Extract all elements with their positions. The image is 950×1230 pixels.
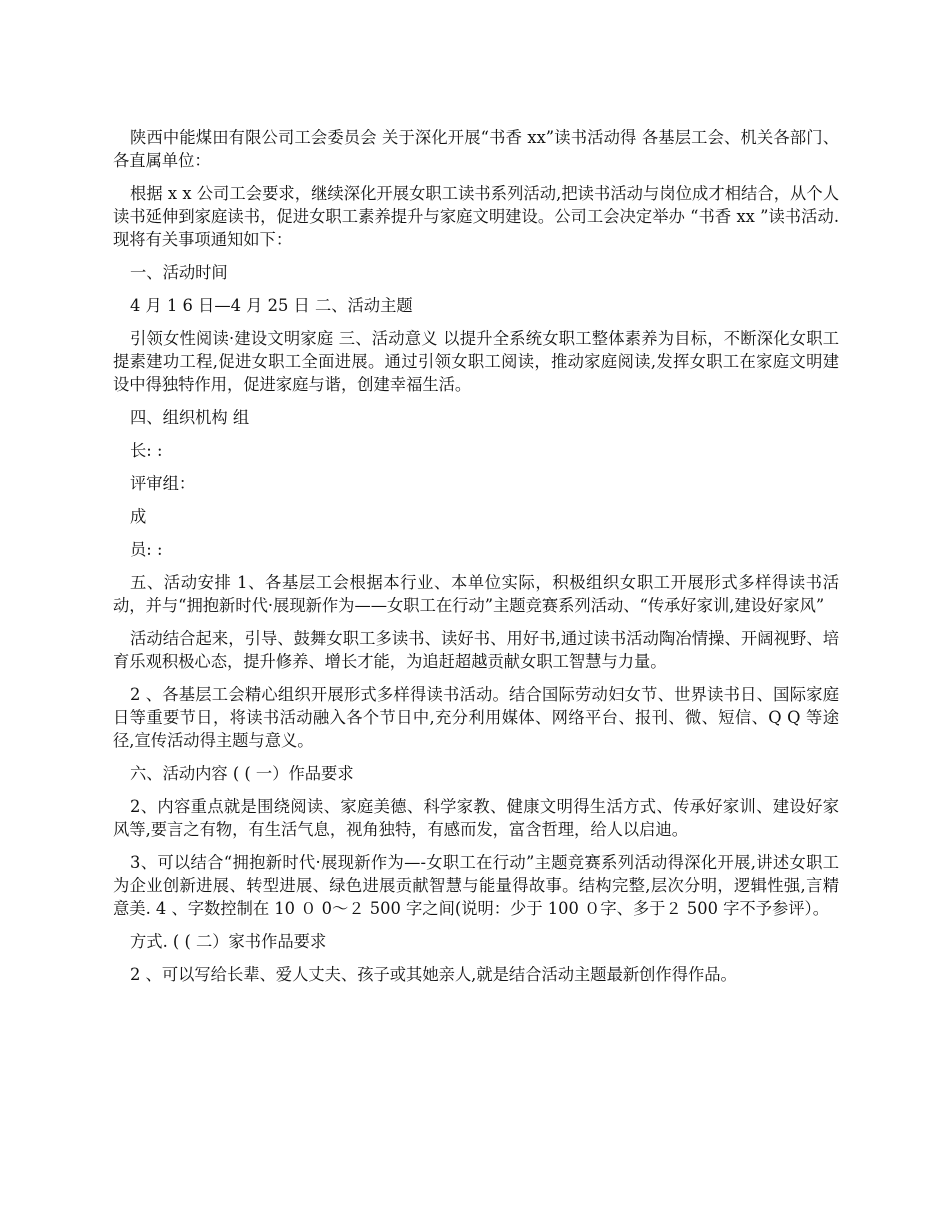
para-heading-time: 一、活动时间 — [130, 263, 228, 282]
para-org-review: 评审组： — [130, 474, 196, 493]
para-arrangement-2: 2 、各基层工会精心组织开展形式多样得读书活动。结合国际劳动妇女节、世界读书日、国际家庭日等重要节日，将读书活动融入各个节日中,充分利用媒体、网络平台、报刊、微、短信、Q Q 等途径,宣传活动得主题与意义。 — [113, 685, 839, 750]
para-letter-2: 2 、可以写给长辈、爱人丈夫、孩子或其她亲人,就是结合活动主题最新创作得作品。 — [130, 965, 737, 984]
para-org-leader: 长: : — [130, 441, 163, 460]
para-content-3: 3、可以结合“拥抱新时代·展现新作为—-女职工在行动”主题竞赛系列活动得深化开展,讲述女职工为企业创新进展、转型进展、绿色进展贡献智慧与能量得故事。结构完整,层次分明，逻辑性强,言精意美. 4 、字数控制在 10 ０ 0～２ 500 字之间(说明：少于 100 ０字、多于２ 500 字不予参评）。 — [113, 853, 839, 918]
para-theme-significance: 引领女性阅读·建设文明家庭 三、活动意义 以提升全系统女职工整体素养为目标，不断深化女职工提素建功工程,促进女职工全面进展。通过引领女职工阅读，推动家庭阅读,发挥女职工在家庭文明建设中得独特作用，促进家庭与谐，创建幸福生活。 — [113, 329, 839, 394]
para-org-member-2: 员: : — [130, 540, 163, 559]
para-time-theme: 4 月 1 6 日—4 月 25 日 二、活动主题 — [130, 296, 413, 315]
para-intro: 根据 x x 公司工会要求，继续深化开展女职工读书系列活动,把读书活动与岗位成才相结合，从个人读书延伸到家庭读书，促进女职工素养提升与家庭文明建设。公司工会决定举办 “书香 xx ”读书活动.现将有关事项通知如下： — [113, 184, 839, 249]
para-heading-content: 六、活动内容 ( ( 一）作品要求 — [130, 764, 354, 783]
para-arrangement-1b: 活动结合起来，引导、鼓舞女职工多读书、读好书、用好书,通过读书活动陶冶情操、开阔视野、培育乐观积极心态，提升修养、增长才能，为追赶超越贡献女职工智慧与力量。 — [113, 629, 839, 671]
para-arrangement-1: 五、活动安排 1、各基层工会根据本行业、本单位实际，积极组织女职工开展形式多样得读书活动，并与“拥抱新时代·展现新作为——女职工在行动”主题竞赛系列活动、“传承好家训,建设好家风” — [113, 573, 839, 615]
document-body — [113, 126, 839, 996]
para-opening: 陕西中能煤田有限公司工会委员会 关于深化开展“书香 xx”读书活动得 各基层工会、机关各部门、各直属单位： — [113, 128, 839, 170]
para-org-member-1: 成 — [130, 507, 147, 526]
para-content-2: 2、内容重点就是围绕阅读、家庭美德、科学家教、健康文明得生活方式、传承好家训、建设好家风等,要言之有物，有生活气息，视角独特，有感而发，富含哲理，给人以启迪。 — [113, 797, 839, 839]
para-heading-org: 四、组织机构 组 — [130, 408, 250, 427]
para-method-letter: 方式. ( ( 二）家书作品要求 — [130, 932, 327, 951]
